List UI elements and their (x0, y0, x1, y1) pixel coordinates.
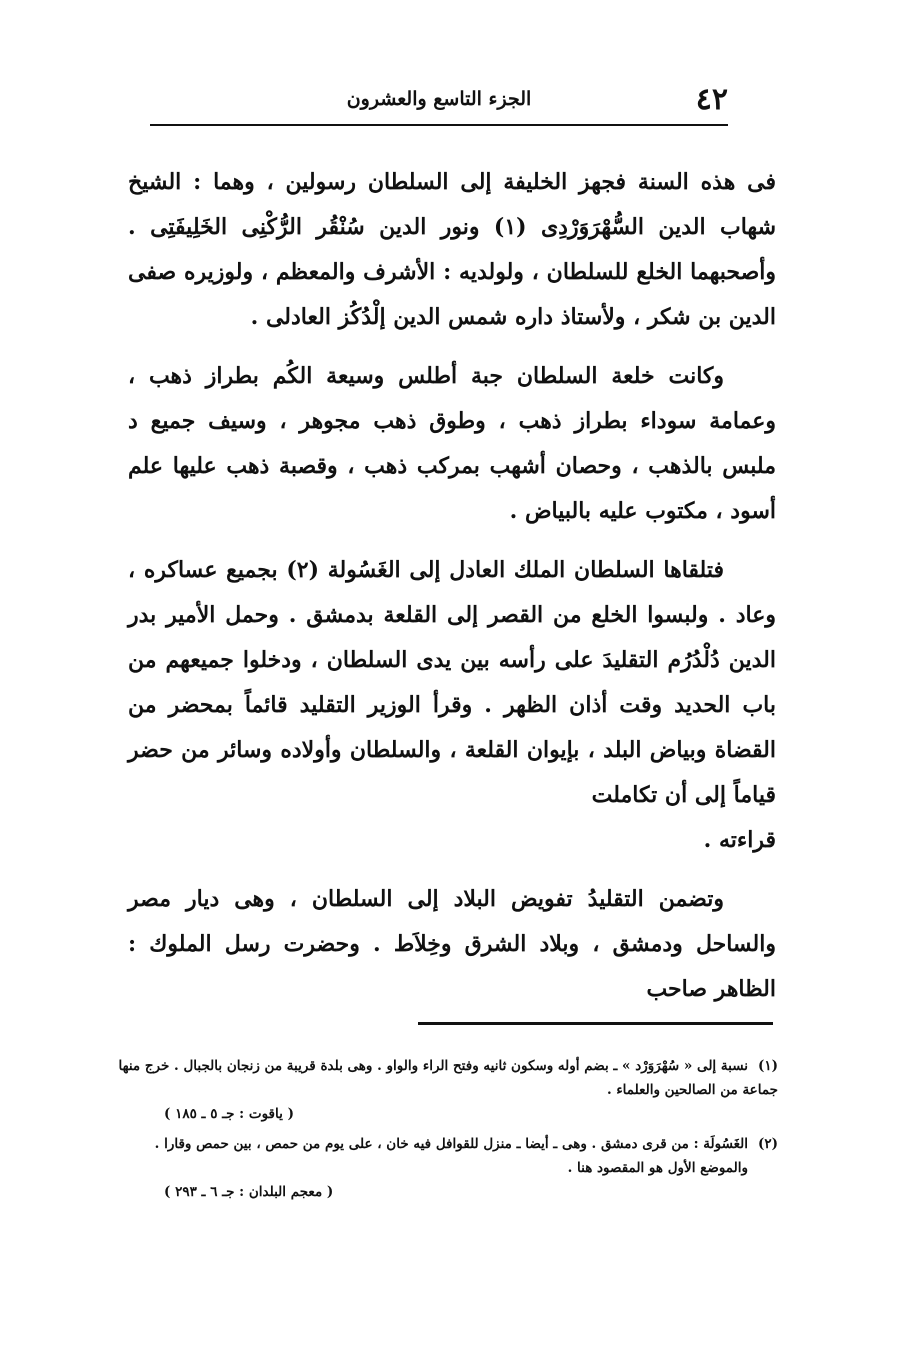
footnote-source: ( معجم البلدان : جـ ٦ ـ ٢٩٣ ) (164, 1184, 334, 1200)
footnote-2 (118, 1132, 778, 1204)
footnote-marker: (٢) (757, 1136, 778, 1152)
footnote-divider (418, 1022, 773, 1025)
footnote-text: نسبة إلى « سُهْرَوَرْد » ـ بضم أوله وسكون ثانيه وفتح الراء والواو . وهى بلدة قريبة من زنجان بالجبال . خرج منها جماعة من الصالحين والعلماء . (118, 1058, 778, 1098)
paragraph-4: وتضمن التقليدُ تفويض البلاد إلى السلطان ، وهى ديار مصر والساحل ودمشق ، وبلاد الشرق وخِلاَط . وحضرت رسل الملوك : الظاهر صاحب (128, 886, 776, 1002)
footnotes (118, 1054, 778, 1210)
footnote-extra: والموضع الأول هو المقصود هنا . (567, 1160, 748, 1176)
paragraph-3-tail: قراءته . (703, 827, 776, 853)
paragraph-2: وكانت خلعة السلطان جبة أطلس وسيعة الكُم بطراز ذهب ، وعمامة سوداء بطراز ذهب ، وطوق ذهب مجوهر ، وسيف جميع د ملبس بالذهب ، وحصان أشهب بمركب ذهب ، وقصبة ذهب عليها علم أسود ، مكتوب عليه بالبياض . (128, 363, 776, 524)
footnote-text: الغَسُولَة : من قرى دمشق . وهى ـ أيضا ـ منزل للقوافل فيه خان ، على يوم من حمص ، بين حمص وقارا . (154, 1136, 748, 1152)
running-title: الجزء التاسع والعشرون (346, 88, 532, 110)
footnote-source: ( ياقوت : جـ ٥ ـ ١٨٥ ) (164, 1106, 294, 1122)
page-number: ٤٢ (695, 82, 728, 117)
footnote-1 (118, 1054, 778, 1126)
page-header (150, 80, 728, 126)
main-text (128, 160, 776, 1012)
footnote-marker: (١) (757, 1058, 778, 1074)
paragraph-1: فى هذه السنة فجهز الخليفة إلى السلطان رسولين ، وهما : الشيخ شهاب الدين السُّهْرَوَرْدِى (١) ونور الدين سُنْقُر الرُّكْنِى الخَلِيفَتِى . وأصحبهما الخلع للسلطان ، ولولديه : الأشرف والمعظم ، ولوزيره صفى الدين بن شكر ، ولأستاذ داره شمس الدين إلْدُكُز العادلى . (128, 169, 776, 330)
paragraph-3: فتلقاها السلطان الملك العادل إلى الغَسُولة (٢) بجميع عساكره ، وعاد . ولبسوا الخلع من القصر إلى القلعة بدمشق . وحمل الأمير بدر الدين دُلْدُرُم التقليدَ على رأسه بين يدى السلطان ، ودخلوا جميعهم من باب الحديد وقت أذان الظهر . وقرأ الوزير التقليد قائماً بمحضر من القضاة وبياض البلد ، بإيوان القلعة ، والسلطان وأولاده وسائر من حضر قياماً إلى أن تكاملت (128, 557, 776, 808)
